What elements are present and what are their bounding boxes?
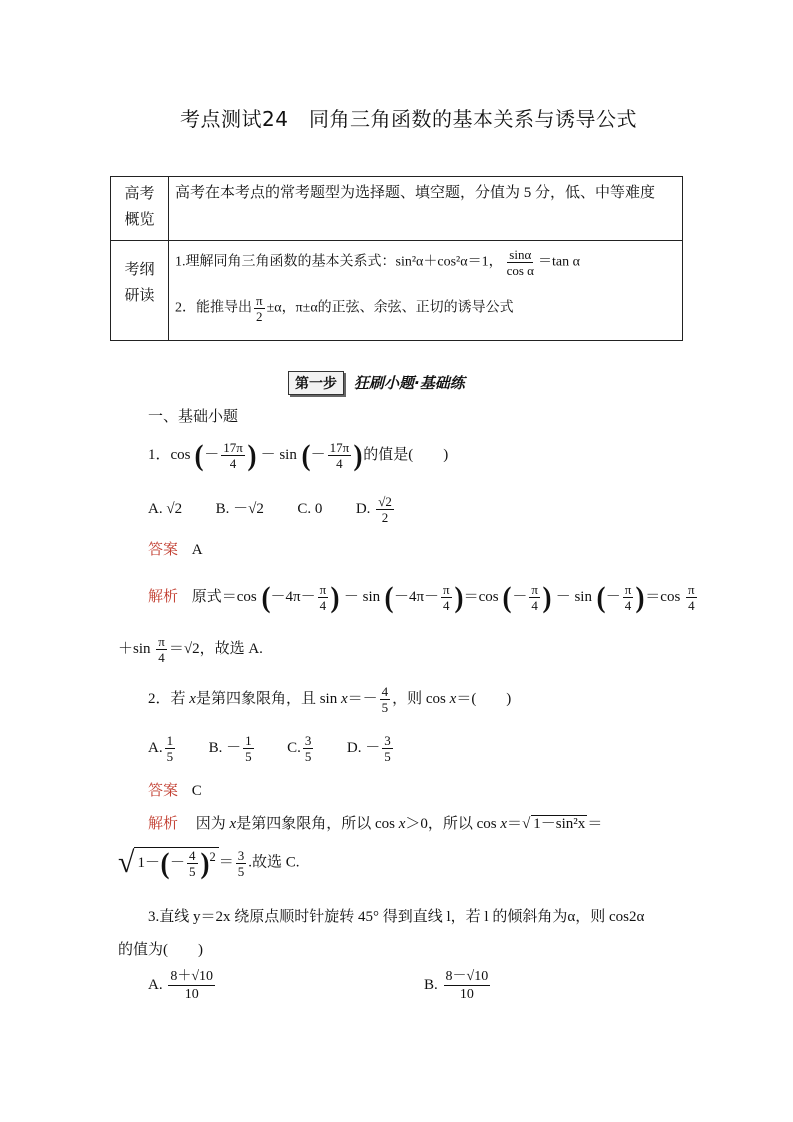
sqrt-sign: √ bbox=[522, 816, 531, 832]
fraction-numerator: 4 bbox=[381, 684, 389, 699]
var-x: x bbox=[449, 690, 457, 707]
fraction-numerator: π bbox=[531, 582, 538, 597]
question-1 bbox=[148, 440, 448, 471]
left-bracket: ( bbox=[502, 580, 512, 614]
q1-suffix: 的值是( ) bbox=[363, 446, 449, 463]
fraction-denominator: 5 bbox=[304, 749, 312, 764]
four-fifths-fraction bbox=[187, 848, 198, 879]
table-divider-horizontal bbox=[111, 240, 682, 241]
analysis-text: ＝ bbox=[507, 816, 523, 832]
option-fraction bbox=[168, 968, 215, 1003]
fraction-denominator: 4 bbox=[336, 456, 343, 471]
analysis-equals-cos: ＝cos bbox=[645, 588, 681, 605]
fraction-numerator: 4 bbox=[189, 848, 196, 863]
row2-line1-prefix: 1.理解同角三角函数的基本关系式：sin²α＋cos²α＝1， bbox=[175, 254, 503, 270]
q3-option-a bbox=[148, 968, 217, 1003]
row2-line1 bbox=[175, 247, 580, 278]
fraction-numerator: π bbox=[624, 582, 632, 597]
q2-text4: ＝( ) bbox=[456, 690, 512, 707]
pi-over-2-fraction bbox=[254, 293, 265, 324]
question-2 bbox=[148, 684, 511, 715]
fraction-numerator: π bbox=[688, 582, 695, 597]
analysis-prefix: 原式＝cos bbox=[191, 588, 257, 605]
analysis-plus-sin: ＋sin bbox=[118, 640, 151, 657]
minus-sign: － bbox=[512, 588, 528, 605]
right-bracket: ) bbox=[542, 580, 552, 614]
var-x: x bbox=[229, 816, 237, 832]
fraction-denominator: 5 bbox=[237, 863, 245, 879]
left-bracket: ( bbox=[194, 438, 204, 472]
q1-analysis-line2 bbox=[118, 634, 263, 665]
option-fraction bbox=[243, 733, 254, 764]
option-fraction bbox=[382, 733, 393, 764]
fraction-denominator: 10 bbox=[184, 987, 199, 1002]
option-label: B. bbox=[424, 976, 438, 993]
fraction-numerator: 3 bbox=[304, 733, 312, 748]
analysis-equals-cos: ＝cos bbox=[463, 588, 499, 605]
q2-analysis-line1 bbox=[148, 812, 602, 833]
fraction-numerator: π bbox=[319, 582, 327, 597]
fraction-numerator: 3 bbox=[384, 733, 391, 748]
pi-over-4-fraction bbox=[529, 582, 540, 613]
three-fifths-fraction bbox=[236, 848, 247, 879]
right-bracket: ) bbox=[353, 438, 363, 472]
row2-header bbox=[111, 257, 168, 309]
q1-option-c: C. 0 bbox=[297, 500, 323, 517]
sqrt-content: 1－sin²x bbox=[533, 816, 586, 832]
sqrt-sign: √ bbox=[118, 846, 135, 879]
q1-option-d-label: D. bbox=[355, 500, 371, 517]
pi-over-4-fraction bbox=[441, 582, 452, 613]
q2-text2: ＝－ bbox=[347, 690, 378, 707]
q2-options bbox=[148, 733, 395, 764]
q2-prefix: 2．若 bbox=[148, 690, 186, 707]
overview-table bbox=[110, 176, 683, 341]
q1-analysis-line1 bbox=[148, 582, 699, 613]
var-x: x bbox=[398, 816, 406, 832]
fraction-denominator: 5 bbox=[166, 749, 174, 764]
q2-analysis-line2 bbox=[118, 846, 300, 880]
section-heading: 一、基础小题 bbox=[148, 409, 239, 425]
answer-value: A bbox=[191, 542, 203, 558]
pi-over-4-fraction bbox=[686, 582, 697, 613]
fraction-numerator: sinα bbox=[509, 247, 532, 262]
q2-option-a bbox=[148, 733, 177, 764]
fraction-numerator: 1 bbox=[166, 733, 174, 748]
fraction-numerator: 1 bbox=[245, 733, 252, 748]
analysis-conclusion: .故选 C. bbox=[248, 854, 300, 871]
row2-line1-suffix: ＝tan α bbox=[537, 254, 580, 270]
fraction-numerator: 17π bbox=[329, 440, 350, 455]
left-bracket: ( bbox=[160, 846, 170, 880]
step-heading bbox=[288, 371, 465, 395]
fraction-numerator: π bbox=[443, 582, 450, 597]
exponent: 2 bbox=[209, 849, 216, 864]
answer-value: C bbox=[191, 783, 202, 799]
fraction-denominator: 4 bbox=[688, 598, 695, 613]
left-bracket: ( bbox=[384, 580, 394, 614]
answer-label: 答案 bbox=[148, 542, 179, 558]
q1-option-b: B. －√2 bbox=[215, 500, 264, 517]
question-3-line2: 的值为( ) bbox=[118, 942, 203, 958]
fraction-denominator: 5 bbox=[189, 864, 196, 879]
row2-header-line1: 考纲 bbox=[124, 262, 155, 278]
left-bracket: ( bbox=[301, 438, 311, 472]
analysis-text: ＝ bbox=[587, 816, 603, 832]
fraction-denominator: 4 bbox=[319, 598, 327, 613]
analysis-text: 因为 bbox=[195, 816, 226, 832]
analysis-text: 1－ bbox=[137, 854, 160, 871]
fraction-numerator: 8＋√10 bbox=[170, 969, 214, 984]
left-bracket: ( bbox=[596, 580, 606, 614]
q1-options bbox=[148, 494, 396, 525]
option-label: B. bbox=[208, 739, 223, 756]
q1-arg1-fraction bbox=[221, 440, 245, 471]
right-bracket: ) bbox=[454, 580, 464, 614]
q2-text3: ，则 cos bbox=[392, 690, 446, 707]
fraction-denominator: 5 bbox=[245, 749, 252, 764]
right-bracket: ) bbox=[200, 846, 209, 880]
sqrt-content bbox=[134, 847, 218, 879]
fraction-denominator: 5 bbox=[381, 700, 389, 715]
step-title: 狂刷小题·基础练 bbox=[354, 374, 465, 392]
option-label: D. bbox=[346, 739, 362, 756]
var-x: x bbox=[500, 816, 508, 832]
minus-sign: － bbox=[605, 588, 621, 605]
sin-over-cos-fraction bbox=[505, 247, 536, 278]
analysis-label: 解析 bbox=[148, 588, 179, 605]
analysis-conclusion: ＝√2，故选 A. bbox=[168, 640, 263, 657]
fraction-numerator: π bbox=[256, 293, 263, 308]
analysis-term: －4π－ bbox=[270, 588, 316, 605]
fraction-denominator: 5 bbox=[384, 749, 391, 764]
fraction-numerator: √2 bbox=[378, 494, 392, 509]
q2-option-b bbox=[208, 733, 256, 764]
step-badge: 第一步 bbox=[288, 371, 344, 395]
analysis-text: ＞0，所以 cos bbox=[405, 816, 497, 832]
fraction-numerator: π bbox=[158, 634, 165, 649]
q1-prefix: 1．cos bbox=[148, 446, 191, 463]
option-label: C. bbox=[287, 739, 301, 756]
table-divider-vertical bbox=[168, 177, 169, 340]
q1-option-a: A. √2 bbox=[148, 500, 183, 517]
q2-option-d bbox=[346, 733, 395, 764]
fraction-denominator: 2 bbox=[381, 510, 389, 525]
pi-over-4-fraction bbox=[623, 582, 634, 613]
right-bracket: ) bbox=[330, 580, 340, 614]
question-3-line1: 3.直线 y＝2x 绕原点顺时针旋转 45° 得到直线 l，若 l 的倾斜角为α，则 cos2α bbox=[148, 909, 645, 925]
q1-mid: － sin bbox=[260, 446, 297, 463]
var-x: x bbox=[340, 690, 348, 707]
fraction-denominator: 4 bbox=[229, 456, 237, 471]
row1-header bbox=[111, 181, 168, 233]
option-fraction bbox=[444, 968, 491, 1003]
minus-sign: － bbox=[169, 854, 185, 871]
analysis-text: 是第四象限角，所以 cos bbox=[236, 816, 395, 832]
fraction-denominator: cos α bbox=[506, 263, 534, 278]
analysis-sin: － sin bbox=[555, 588, 592, 605]
analysis-text: ＝ bbox=[218, 854, 234, 871]
option-fraction bbox=[165, 733, 176, 764]
q1-answer bbox=[148, 538, 203, 559]
row1-header-line2: 概览 bbox=[124, 212, 155, 228]
minus-sign: － bbox=[310, 446, 326, 463]
pi-over-4-fraction bbox=[318, 582, 329, 613]
fraction-denominator: 4 bbox=[624, 598, 632, 613]
q2-option-c bbox=[287, 733, 315, 764]
q1-arg2-fraction bbox=[328, 440, 352, 471]
fraction-numerator: 3 bbox=[237, 847, 245, 863]
q2-answer bbox=[148, 779, 202, 800]
fraction-denominator: 4 bbox=[443, 598, 450, 613]
analysis-sin: － sin bbox=[343, 588, 381, 605]
option-fraction bbox=[303, 733, 314, 764]
fraction-numerator: 17π bbox=[223, 440, 243, 455]
row1-header-line1: 高考 bbox=[124, 186, 155, 202]
right-bracket: ) bbox=[635, 580, 645, 614]
var-x: x bbox=[189, 690, 196, 707]
minus-sign: － bbox=[204, 446, 220, 463]
row1-text: 高考在本考点的常考题型为选择题、填空题，分值为 5 分，低、中等难度 bbox=[175, 185, 656, 201]
row2-line2-suffix: ±α，π±α的正弦、余弦、正切的诱导公式 bbox=[266, 300, 514, 316]
row2-line2-prefix: 2．能推导出 bbox=[175, 300, 252, 316]
analysis-label: 解析 bbox=[148, 816, 179, 832]
fraction-denominator: 4 bbox=[158, 650, 165, 665]
fraction-denominator: 10 bbox=[459, 987, 474, 1002]
q3-option-b bbox=[424, 968, 492, 1003]
fraction-denominator: 4 bbox=[531, 598, 538, 613]
option-label: A. bbox=[148, 739, 163, 756]
analysis-term: －4π－ bbox=[393, 588, 440, 605]
option-label: A. bbox=[148, 976, 163, 993]
four-fifths-fraction bbox=[380, 684, 391, 715]
left-bracket: ( bbox=[261, 580, 271, 614]
fraction-numerator: 8－√10 bbox=[445, 969, 489, 984]
pi-over-4-fraction bbox=[156, 634, 167, 665]
page-title: 考点测试24 同角三角函数的基本关系与诱导公式 bbox=[180, 107, 637, 131]
row2-line2 bbox=[175, 293, 514, 324]
option-sign: － bbox=[226, 739, 242, 756]
row2-header-line2: 研读 bbox=[124, 288, 155, 304]
answer-label: 答案 bbox=[148, 783, 179, 799]
q2-text1: 是第四象限角，且 sin bbox=[195, 690, 338, 707]
right-bracket: ) bbox=[247, 438, 257, 472]
fraction-denominator: 2 bbox=[256, 309, 263, 324]
q1-option-d-fraction bbox=[376, 494, 394, 525]
option-sign: － bbox=[365, 739, 381, 756]
